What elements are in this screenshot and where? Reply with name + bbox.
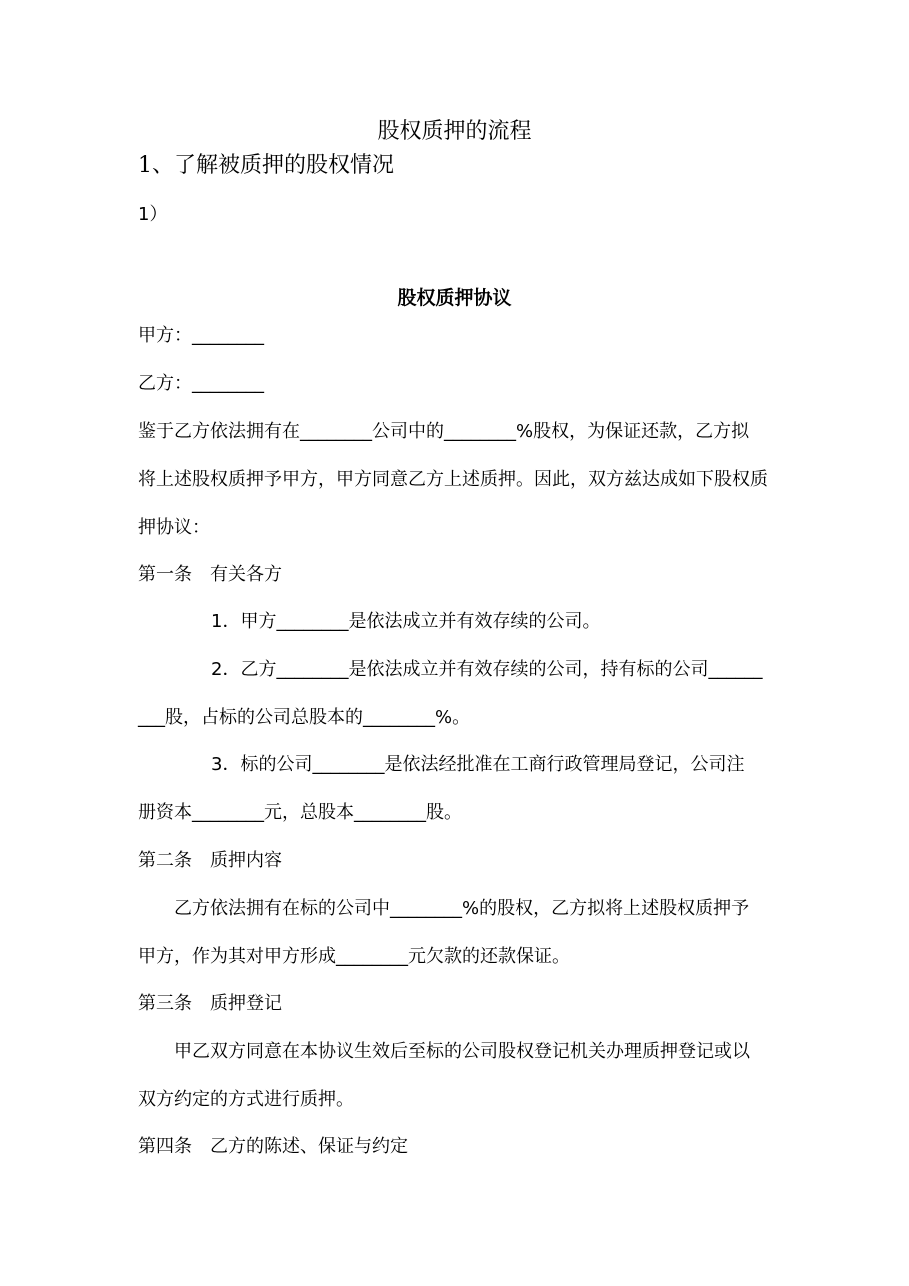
preamble-line-3: 押协议：: [138, 517, 210, 538]
article4-heading: 第四条 乙方的陈述、保证与约定: [138, 1136, 408, 1157]
article3-line-2: 双方约定的方式进行质押。: [138, 1089, 354, 1110]
article1-item-1: 1．甲方________是依法成立并有效存续的公司。: [211, 611, 601, 632]
article2-line-1: 乙方依法拥有在标的公司中________%的股权，乙方拟将上述股权质押予: [174, 898, 750, 919]
section1-heading: 1、了解被质押的股权情况: [138, 153, 394, 178]
article1-item-2-line-1: 2．乙方________是依法成立并有效存续的公司，持有标的公司______: [211, 659, 763, 680]
article1-item-3-line-1: 3．标的公司________是依法经批准在工商行政管理局登记，公司注: [211, 754, 745, 775]
item-1: 1）: [138, 204, 168, 225]
article3-line-1: 甲乙双方同意在本协议生效后至标的公司股权登记机关办理质押登记或以: [174, 1041, 750, 1062]
article1-item-2-line-2: ___股，占标的公司总股本的________%。: [138, 707, 471, 728]
article1-heading: 第一条 有关各方: [138, 564, 282, 585]
party-a: 甲方：________: [138, 325, 264, 346]
preamble-line-1: 鉴于乙方依法拥有在________公司中的________%股权，为保证还款，乙方拟: [138, 421, 750, 442]
article2-line-2: 甲方，作为其对甲方形成________元欠款的还款保证。: [138, 946, 570, 967]
article2-heading: 第二条 质押内容: [138, 850, 282, 871]
article1-item-3-line-2: 册资本________元，总股本________股。: [138, 802, 462, 823]
preamble-line-2: 将上述股权质押予甲方，甲方同意乙方上述质押。因此，双方兹达成如下股权质: [138, 469, 768, 490]
article3-heading: 第三条 质押登记: [138, 993, 282, 1014]
doc-title: 股权质押的流程: [377, 119, 532, 144]
party-b: 乙方：________: [138, 373, 264, 394]
agreement-title: 股权质押协议: [397, 287, 512, 309]
